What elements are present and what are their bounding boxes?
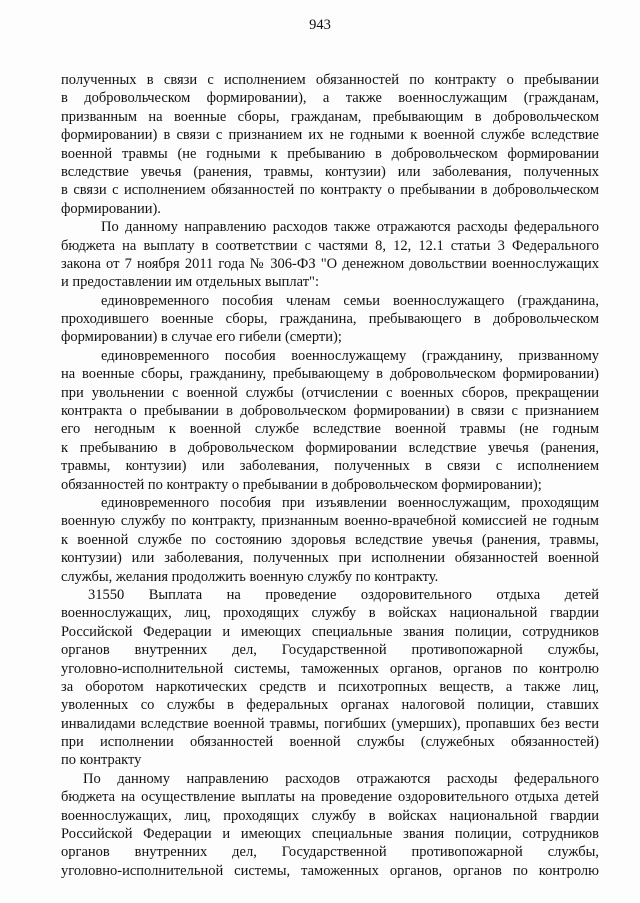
text-line: контузии) или заболевания, полученных при исполнении обязанностей военной [61, 550, 599, 567]
text-line: военной травмы (не годными к пребыванию в добровольческом формировании [61, 145, 599, 162]
text-line: формировании) в случае его гибели (смерти); [61, 329, 342, 346]
text-line: и предоставлении им отдельных выплат": [61, 274, 319, 291]
text-line: обязанностей по контракту о пребывании в добровольческом формировании); [61, 476, 542, 493]
paragraph-first-line: единовременного пособия членам семьи военнослужащего (гражданина, [101, 292, 599, 309]
text-line: закона от 7 ноября 2011 года № 306-ФЗ "О денежном довольствии военнослужащих [61, 255, 599, 272]
text-line: при увольнении с военной службы (отчислении с военных сборов, прекращении [61, 384, 599, 401]
text-line: на военные сборы, гражданину, пребывающему в добровольческом формировании) [61, 366, 599, 383]
section-heading-line: Российской Федерации и имеющих специальные звания полиции, сотрудников [61, 623, 599, 640]
section-heading-line: уголовно-исполнительной системы, таможенных органов, органов по контролю [61, 660, 599, 677]
paragraph-first-line: единовременного пособия военнослужащему (гражданину, призванному [101, 347, 599, 364]
text-line: призванным на военные сборы, гражданам, пребывающим в добровольческом [61, 108, 599, 125]
text-line: травмы, контузии) или заболевания, полученных в связи с исполнением [61, 458, 599, 475]
text-line: бюджета на осуществление выплаты на проведение оздоровительного отдыха детей [61, 789, 599, 806]
text-line: проходившего военные сборы, гражданина, пребывающего в добровольческом [61, 311, 599, 328]
text-line: его негодным к военной службе вследствие военной травмы (не годным [61, 421, 599, 438]
section-heading-line: по контракту [61, 752, 142, 769]
page-number: 943 [309, 17, 331, 33]
document-body [61, 71, 599, 880]
text-line: органов внутренних дел, Государственной противопожарной службы, [61, 844, 599, 861]
text-line: контракта о пребывании в добровольческом формировании) в связи с признанием [61, 403, 599, 420]
text-line: к пребыванию в добровольческом формировании вследствие увечья (ранения, [61, 439, 599, 456]
text-line: формировании) в связи с признанием их не годными к военной службе вследствие [61, 127, 599, 144]
section-heading-line: за оборотом наркотических средств и психотропных веществ, а также лиц, [61, 678, 599, 695]
text-line: в добровольческом формировании), а также военнослужащим (гражданам, [61, 90, 599, 107]
section-heading-line: при исполнении обязанностей военной службы (служебных обязанностей) [61, 734, 599, 751]
text-line: вследствие увечья (ранения, травмы, контузии) или заболевания, полученных [61, 163, 599, 180]
paragraph-first-line: По данному направлению расходов отражаются расходы федерального [83, 770, 599, 787]
section-heading-line: инвалидами вследствие военной травмы, погибших (умерших), пропавших без вести [61, 715, 599, 732]
text-line: военную службу по контракту, признанным военно-врачебной комиссией не годным [61, 513, 599, 530]
text-line: бюджета на выплату в соответствии с частями 8, 12, 12.1 статьи 3 Федерального [61, 237, 599, 254]
text-line: военнослужащих, лиц, проходящих службу в войсках национальной гвардии [61, 807, 599, 824]
section-heading-line: органов внутренних дел, Государственной противопожарной службы, [61, 642, 599, 659]
section-heading-line: 31550 Выплата на проведение оздоровительного отдыха детей [88, 586, 599, 603]
text-line: службы, желания продолжить военную службу по контракту. [61, 568, 439, 585]
text-line: к военной службе по состоянию здоровья вследствие увечья (ранения, травмы, [61, 531, 599, 548]
section-heading-line: военнослужащих, лиц, проходящих службу в войсках национальной гвардии [61, 605, 599, 622]
text-line: полученных в связи с исполнением обязанностей по контракту о пребывании [61, 72, 599, 88]
text-line: Российской Федерации и имеющих специальные звания полиции, сотрудников [61, 826, 599, 843]
paragraph-first-line: По данному направлению расходов также отражаются расходы федерального [101, 219, 599, 236]
section-heading-line: уволенных со службы в федеральных органах налоговой полиции, ставших [61, 697, 599, 714]
text-line: формировании). [61, 200, 161, 217]
text-line: в связи с исполнением обязанностей по контракту о пребывании в добровольческом [61, 182, 599, 199]
paragraph-first-line: единовременного пособия при изъявлении военнослужащим, проходящим [101, 494, 599, 511]
text-line: уголовно-исполнительной системы, таможенных органов, органов по контролю [61, 862, 599, 879]
